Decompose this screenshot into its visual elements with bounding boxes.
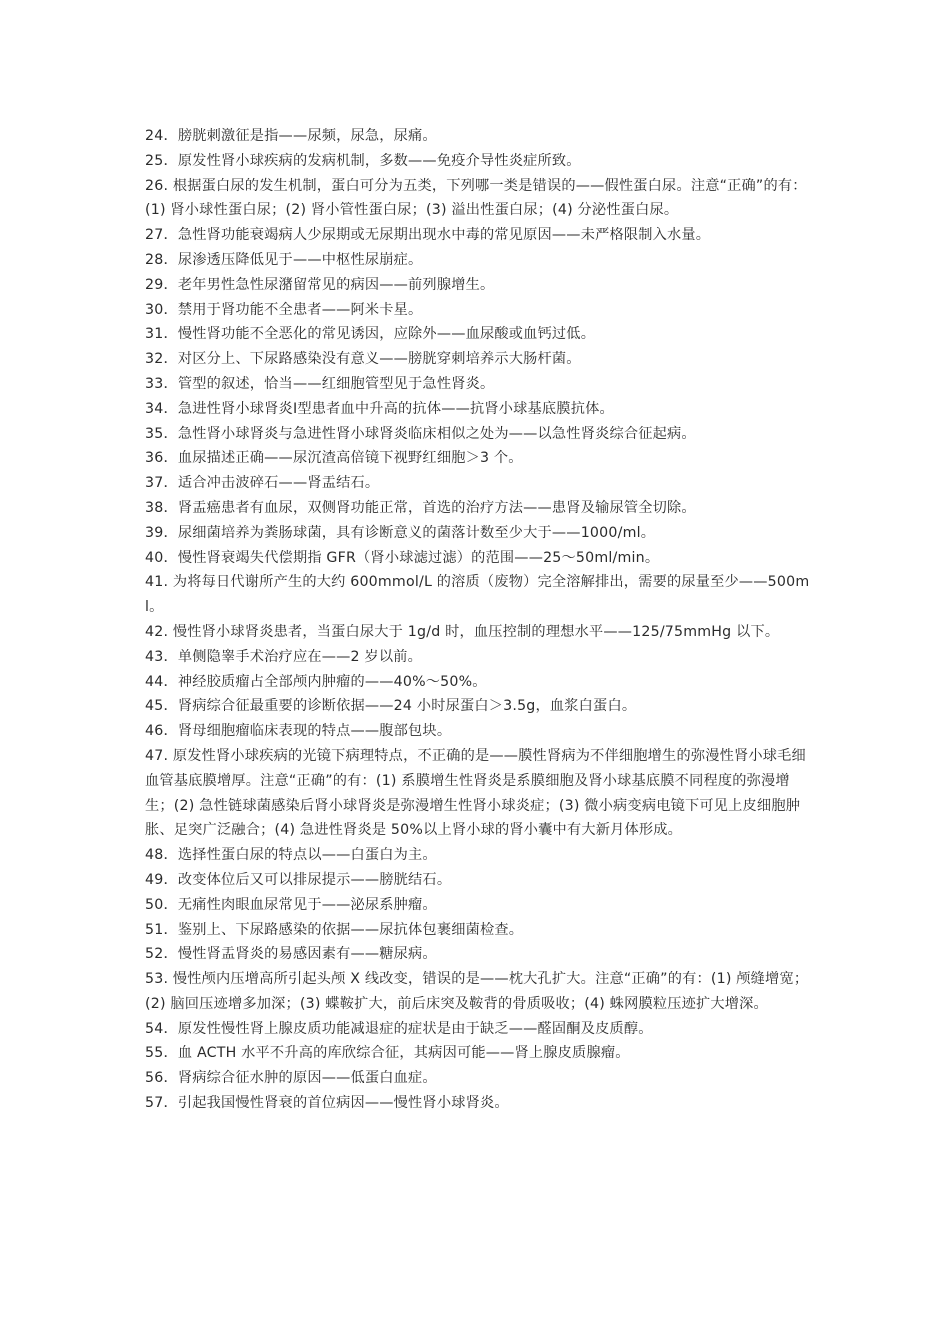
list-item: 37．适合冲击波碎石——肾盂结石。 [145, 475, 380, 492]
list-item: 26. 根据蛋白尿的发生机制，蛋白可分为五类，下列哪一类是错误的——假性蛋白尿。注意“正确”的有：(1) 肾小球性蛋白尿；(2) 肾小管性蛋白尿；(3) 溢出性蛋白尿；(4) 分泌性蛋白尿。 [145, 177, 807, 219]
list-item: 39．尿细菌培养为粪肠球菌，具有诊断意义的菌落计数至少大于——1000/ml。 [145, 524, 656, 541]
list-item: 36．血尿描述正确——尿沉渣高倍镜下视野红细胞＞3 个。 [145, 450, 523, 467]
list-item: 42. 慢性肾小球肾炎患者，当蛋白尿大于 1g/d 时，血压控制的理想水平——125/75mmHg 以下。 [145, 623, 780, 640]
list-item: 53. 慢性颅内压增高所引起头颅 X 线改变，错误的是——枕大孔扩大。注意“正确”的有：(1) 颅缝增宽；(2) 脑回压迹增多加深；(3) 蝶鞍扩大，前后床突及鞍背的骨质吸收；(4) 蛛网膜粒压迹扩大增深。 [145, 971, 809, 1012]
list-item: 25．原发性肾小球疾病的发病机制，多数——免疫介导性炎症所致。 [145, 152, 581, 169]
list-item: 57．引起我国慢性肾衰的首位病因——慢性肾小球肾炎。 [145, 1095, 509, 1112]
list-item: 52．慢性肾盂肾炎的易感因素有——糖尿病。 [145, 946, 437, 963]
list-item: 32．对区分上、下尿路感染没有意义——膀胱穿刺培养示大肠杆菌。 [145, 351, 581, 368]
list-item: 34．急进性肾小球肾炎Ⅰ型患者血中升高的抗体——抗肾小球基底膜抗体。 [145, 400, 614, 417]
list-item: 27．急性肾功能衰竭病人少尿期或无尿期出现水中毒的常见原因——未严格限制入水量。 [145, 227, 711, 244]
document-body [145, 124, 813, 1116]
list-item: 28．尿渗透压降低见于——中枢性尿崩症。 [145, 251, 423, 268]
list-item: 45．肾病综合征最重要的诊断依据——24 小时尿蛋白＞3.5g，血浆白蛋白。 [145, 698, 637, 715]
list-item: 50．无痛性肉眼血尿常见于——泌尿系肿瘤。 [145, 896, 437, 913]
list-item: 33．管型的叙述，恰当——红细胞管型见于急性肾炎。 [145, 375, 495, 392]
list-item: 40．慢性肾衰竭失代偿期指 GFR（肾小球滤过滤）的范围——25～50ml/min。 [145, 549, 660, 566]
list-item: 38．肾盂癌患者有血尿，双侧肾功能正常，首选的治疗方法——患肾及输尿管全切除。 [145, 499, 696, 516]
list-item: 56．肾病综合征水肿的原因——低蛋白血症。 [145, 1070, 437, 1087]
list-item: 46．肾母细胞瘤临床表现的特点——腹部包块。 [145, 723, 452, 740]
list-item: 54．原发性慢性肾上腺皮质功能减退症的症状是由于缺乏——醛固酮及皮质醇。 [145, 1020, 653, 1037]
list-item: 24．膀胱刺激征是指——尿频，尿急，尿痛。 [145, 128, 437, 144]
list-item: 35．急性肾小球肾炎与急进性肾小球肾炎临床相似之处为——以急性肾炎综合征起病。 [145, 425, 696, 442]
list-item: 44．神经胶质瘤占全部颅内肿瘤的——40%～50%。 [145, 673, 487, 690]
list-item: 30．禁用于肾功能不全患者——阿米卡星。 [145, 301, 423, 318]
list-item: 49．改变体位后又可以排尿提示——膀胱结石。 [145, 871, 452, 888]
list-item: 29．老年男性急性尿潴留常见的病因——前列腺增生。 [145, 276, 495, 293]
list-item: 31．慢性肾功能不全恶化的常见诱因，应除外——血尿酸或血钙过低。 [145, 326, 596, 343]
list-item: 55．血 ACTH 水平不升高的库欣综合征，其病因可能——肾上腺皮质腺瘤。 [145, 1045, 630, 1062]
list-item: 48．选择性蛋白尿的特点以——白蛋白为主。 [145, 847, 437, 864]
list-item: 41. 为将每日代谢所产生的大约 600mmol/L 的溶质（废物）完全溶解排出，需要的尿量至少——500ml。 [145, 574, 810, 616]
list-item: 43．单侧隐睾手术治疗应在——2 岁以前。 [145, 648, 422, 665]
list-item: 47. 原发性肾小球疾病的光镜下病理特点，不正确的是——膜性肾病为不伴细胞增生的弥漫性肾小球毛细血管基底膜增厚。注意“正确”的有：(1) 系膜增生性肾炎是系膜细胞及肾小球基底膜不同程度的弥漫增生；(2) 急性链球菌感染后肾小球肾炎是弥漫增生性肾小球炎症；(3) 微小病变病电镜下可见上皮细胞肿胀、足突广泛融合；(4) 急进性肾炎是 50%以上肾小球的肾小囊中有大新月体形成。 [145, 747, 806, 839]
list-item: 51．鉴别上、下尿路感染的依据——尿抗体包裹细菌检查。 [145, 921, 524, 938]
